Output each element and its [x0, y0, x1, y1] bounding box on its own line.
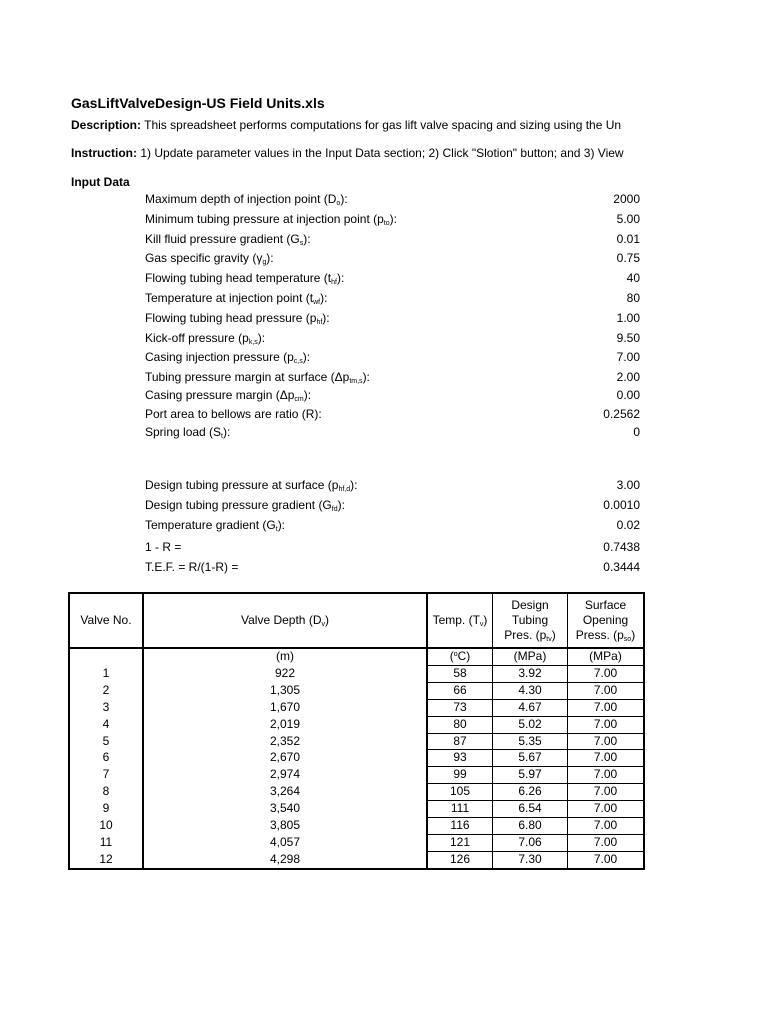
design-param-value: 3.00 [616, 478, 640, 492]
input-param-value: 7.00 [616, 350, 640, 364]
design-param-value: 0.0010 [603, 498, 640, 512]
table-row [69, 699, 644, 716]
surface-opening-pressure-cell: 7.00 [568, 767, 645, 784]
design-param-label: T.E.F. = R/(1-R) = [145, 560, 239, 574]
valve-number-cell: 9 [69, 801, 143, 818]
table-row [69, 784, 644, 801]
table-header-row [69, 593, 644, 648]
valve-temperature-cell: 73 [427, 699, 493, 716]
input-param-label: Flowing tubing head pressure $(p_{hf})$: [145, 311, 330, 326]
instruction-label: Instruction: [71, 146, 137, 160]
input-param-label: Kill fluid pressure gradient $(G_s)$: [145, 232, 311, 247]
input-param-label: Flowing tubing head temperature $(t_{hf})$: [145, 271, 345, 286]
design-tubing-pressure-cell: 5.35 [493, 733, 568, 750]
valve-depth-cell: 922 [143, 665, 427, 682]
design-param-value: 0.7438 [603, 540, 640, 554]
input-param-value: 0.00 [616, 388, 640, 402]
design-tubing-pressure-cell: 7.06 [493, 834, 568, 851]
input-param-value: 2000 [613, 192, 640, 206]
input-param-value: 40 [626, 271, 640, 285]
design-param-label: Design tubing pressure at surface $(p_{hf,d})$: [145, 478, 358, 493]
valve-number-cell: 7 [69, 767, 143, 784]
description-line [71, 118, 645, 132]
valve-depth-cell: 4,057 [143, 834, 427, 851]
input-param-label: Spring load $(S_t)$: [145, 425, 231, 440]
description-label: Description: [71, 118, 142, 132]
document-title: GasLiftValveDesign-US Field Units.xls [71, 95, 325, 111]
surface-opening-pressure-cell: 7.00 [568, 665, 645, 682]
table-row [69, 851, 644, 868]
units-valve-cell [69, 648, 143, 665]
valve-number-cell: 5 [69, 733, 143, 750]
valve-depth-cell: 2,670 [143, 750, 427, 767]
valve-number-cell: 10 [69, 818, 143, 835]
design-param-label: 1 - R = [145, 540, 182, 554]
table-row [69, 682, 644, 699]
input-param-label: Temperature at injection point $(t_{wf})$: [145, 291, 328, 306]
design-tubing-pressure-cell: 4.67 [493, 699, 568, 716]
input-param-value: 80 [626, 291, 640, 305]
input-param-label: Casing injection pressure $(p_{c,s})$: [145, 350, 311, 365]
input-param-value: 2.00 [616, 370, 640, 384]
header-temperature: Temp. $(T_v)$ [427, 593, 493, 648]
surface-opening-pressure-cell: 7.00 [568, 733, 645, 750]
table-row [69, 801, 644, 818]
valve-temperature-cell: 105 [427, 784, 493, 801]
input-param-label: Minimum tubing pressure at injection point $(p_{to})$: [145, 212, 397, 227]
input-data-heading: Input Data [71, 175, 130, 189]
input-param-label: Kick-off pressure $(p_{k,s})$: [145, 331, 266, 346]
surface-opening-pressure-cell: 7.00 [568, 784, 645, 801]
design-tubing-pressure-cell: 7.30 [493, 851, 568, 868]
valve-depth-cell: 2,974 [143, 767, 427, 784]
valve-temperature-cell: 111 [427, 801, 493, 818]
input-param-label: Casing pressure margin $(\Delta p_{cm})$: [145, 388, 312, 403]
design-tubing-pressure-cell: 6.54 [493, 801, 568, 818]
design-tubing-pressure-cell: 5.97 [493, 767, 568, 784]
valve-number-cell: 11 [69, 834, 143, 851]
design-tubing-pressure-cell: 4.30 [493, 682, 568, 699]
design-param-value: 0.3444 [603, 560, 640, 574]
table-row [69, 716, 644, 733]
surface-opening-pressure-cell: 7.00 [568, 818, 645, 835]
input-param-label: Tubing pressure margin at surface $(\Delta p_{tm,s})$: [145, 370, 370, 385]
instruction-line [71, 146, 645, 160]
units-design-tubing-pressure: (MPa) [493, 648, 568, 665]
surface-opening-pressure-cell: 7.00 [568, 682, 645, 699]
valve-temperature-cell: 80 [427, 716, 493, 733]
design-param-label: Design tubing pressure gradient $(G_{fd})$: [145, 498, 345, 513]
input-param-value: 0.2562 [603, 407, 640, 421]
valve-depth-cell: 2,019 [143, 716, 427, 733]
valve-number-cell: 4 [69, 716, 143, 733]
description-text: This spreadsheet performs computations for gas lift valve spacing and sizing using the Un [144, 118, 622, 132]
valve-depth-cell: 1,305 [143, 682, 427, 699]
design-tubing-pressure-cell: 5.67 [493, 750, 568, 767]
header-valve-depth: Valve Depth $(D_v)$ [143, 593, 427, 648]
valve-number-cell: 1 [69, 665, 143, 682]
surface-opening-pressure-cell: 7.00 [568, 716, 645, 733]
valve-results-table [68, 592, 645, 870]
design-tubing-pressure-cell: 3.92 [493, 665, 568, 682]
input-param-value: 9.50 [616, 331, 640, 345]
surface-opening-pressure-cell: 7.00 [568, 834, 645, 851]
design-tubing-pressure-cell: 6.80 [493, 818, 568, 835]
valve-depth-cell: 1,670 [143, 699, 427, 716]
valve-number-cell: 8 [69, 784, 143, 801]
header-surface-opening-pressure: Surface Opening Press. $(p_{so})$ [575, 598, 636, 643]
table-row [69, 818, 644, 835]
design-param-value: 0.02 [616, 518, 640, 532]
units-row [69, 648, 644, 665]
input-param-value: 5.00 [616, 212, 640, 226]
header-design-tubing-pressure: Design Tubing Pres. $(p_{tv})$ [493, 593, 568, 648]
valve-depth-cell: 4,298 [143, 851, 427, 868]
input-param-label: Maximum depth of injection point $(D_o)$: [145, 192, 348, 207]
design-tubing-pressure-cell: 6.26 [493, 784, 568, 801]
valve-depth-cell: 3,805 [143, 818, 427, 835]
surface-opening-pressure-cell: 7.00 [568, 699, 645, 716]
input-param-label: Port area to bellows are ratio (R): [145, 407, 322, 421]
valve-temperature-cell: 116 [427, 818, 493, 835]
valve-temperature-cell: 87 [427, 733, 493, 750]
surface-opening-pressure-cell: 7.00 [568, 851, 645, 868]
valve-temperature-cell: 66 [427, 682, 493, 699]
valve-depth-cell: 3,264 [143, 784, 427, 801]
units-surface-opening-pressure: (MPa) [568, 648, 645, 665]
valve-number-cell: 6 [69, 750, 143, 767]
table-row [69, 834, 644, 851]
valve-number-cell: 2 [69, 682, 143, 699]
valve-temperature-cell: 126 [427, 851, 493, 868]
units-depth: (m) [143, 648, 427, 665]
valve-depth-cell: 3,540 [143, 801, 427, 818]
valve-temperature-cell: 121 [427, 834, 493, 851]
valve-number-cell: 3 [69, 699, 143, 716]
header-valve-no: Valve No. [69, 593, 143, 648]
surface-opening-pressure-cell: 7.00 [568, 801, 645, 818]
input-param-value: 0.01 [616, 232, 640, 246]
table-row [69, 733, 644, 750]
valve-temperature-cell: 58 [427, 665, 493, 682]
valve-number-cell: 12 [69, 851, 143, 868]
table-row [69, 750, 644, 767]
input-param-value: 0 [633, 425, 640, 439]
input-param-value: 0.75 [616, 251, 640, 265]
input-param-value: 1.00 [616, 311, 640, 325]
valve-temperature-cell: 93 [427, 750, 493, 767]
table-row [69, 767, 644, 784]
units-temperature: ($^o$C) [427, 648, 493, 665]
design-param-label: Temperature gradient $(G_t)$: [145, 518, 286, 533]
design-tubing-pressure-cell: 5.02 [493, 716, 568, 733]
table-row [69, 665, 644, 682]
valve-temperature-cell: 99 [427, 767, 493, 784]
input-param-label: Gas specific gravity $(\gamma_g)$: [145, 251, 274, 266]
valve-depth-cell: 2,352 [143, 733, 427, 750]
surface-opening-pressure-cell: 7.00 [568, 750, 645, 767]
instruction-text: 1) Update parameter values in the Input Data section; 2) Click "Slotion" button; and 3) View [140, 146, 624, 160]
